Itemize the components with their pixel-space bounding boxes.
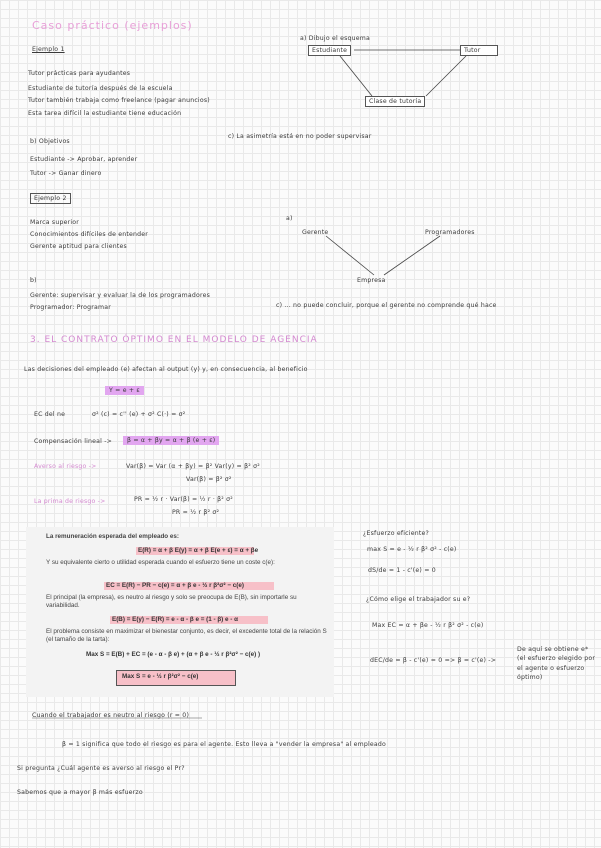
bottom-line: Si pregunta ¿Cuál agente es averso al riesgo el Pr?	[17, 765, 185, 772]
right-max2: Max EC = α + βe - ½ r β² σ² - c(e)	[372, 622, 484, 629]
averse-eq: Var(β) = β² σ²	[186, 476, 232, 483]
section-title: 3. EL CONTRATO ÓPTIMO EN EL MODELO DE AGENCIA	[30, 335, 318, 345]
textbook-excerpt	[26, 527, 334, 697]
right-deriv2: dEC/de = β - c'(e) = 0 => β = c'(e) ->	[370, 657, 497, 664]
prima-eq: PR = ½ r · Var(β) = ½ r · β² σ²	[134, 496, 233, 503]
prima-eq: PR = ½ r β² σ²	[172, 509, 220, 516]
ej1-line: Tutor también trabaja como freelance (pagar anuncios)	[28, 97, 210, 104]
section-intro: Las decisiones del empleado (e) afectan al output (y) y, en consecuencia, al beneficio	[24, 366, 308, 373]
bottom-line: β = 1 significa que todo el riesgo es para el agente. Esto lleva a "vender la empresa" al empleado	[62, 741, 387, 748]
programadores-node: Programadores	[425, 229, 475, 236]
ej2-b-label: b)	[30, 277, 37, 284]
panel-text: El problema consiste en maximizar el bienestar conjunto, es decir, el excedente total de la relación S (el tamaño de la tarta):	[46, 628, 327, 644]
empresa-node: Empresa	[357, 277, 386, 284]
obj-line: Tutor -> Ganar dinero	[30, 170, 102, 177]
averse-eq: Var(β) = Var (α + βy) = β² Var(y) = β² σ²	[126, 463, 260, 470]
panel-text: La remuneración esperada del empleado es:	[46, 533, 179, 540]
objetivos-label: b) Objetivos	[30, 138, 70, 145]
panel-eq: Max S = E(B) + EC = (e - α - β e) + (α + β e - ½ r β²σ² − c(e) )	[86, 651, 261, 658]
tutor-node: Tutor	[460, 45, 498, 56]
eq-y: Y = e + ε	[105, 386, 144, 395]
right-q1: ¿Esfuerzo eficiente?	[363, 530, 429, 537]
panel-eq: EC = E(R) − PR − c(e) = α + β e - ½ r β²σ² − c(e)	[106, 582, 244, 589]
panel-eq: E(R) = α + β E(y) = α + β E(e + ε) = α + βe	[138, 547, 259, 554]
comp-eq: β = α + βy = α + β (e + ε)	[123, 436, 219, 445]
right-max1: max S = e - ½ r β² σ² - c(e)	[367, 546, 457, 553]
ej1-line: Estudiante de tutoría después de la escuela	[28, 85, 173, 92]
averse-label: Averso al riesgo ->	[34, 463, 97, 470]
ec-label: EC del ne	[34, 411, 66, 418]
right-q2: ¿Cómo elige el trabajador su e?	[366, 596, 471, 603]
prima-label: La prima de riesgo ->	[34, 498, 106, 505]
panel-eq: E(B) = E(y) − E(R) = e - α - β e = (1 - β) e - α	[112, 616, 238, 623]
ej2-line: Gerente aptitud para clientes	[30, 243, 127, 250]
right-note: De aquí se obtiene e* (el esfuerzo elegido por el agente o esfuerzo óptimo)	[517, 646, 596, 681]
panel-text: Y su equivalente cierto o utilidad esperada cuando el esfuerzo tiene un coste c(e):	[46, 559, 275, 566]
ej2-line: Marca superior	[30, 219, 79, 226]
clase-node: Clase de tutoría	[365, 96, 425, 107]
gerente-node: Gerente	[302, 229, 329, 236]
ec-eq: σ² (c) = c'' (e) + σ² C(·) = σ²	[92, 411, 186, 418]
diagram2-label: a)	[286, 215, 293, 222]
comp-label: Compensación lineal ->	[34, 438, 113, 445]
ej2-c-note: c) ... no puede concluir, porque el gerente no comprende qué hace	[276, 302, 497, 309]
ej1-label: Ejemplo 1	[32, 46, 65, 53]
obj-line: Estudiante -> Aprobar, aprender	[30, 156, 138, 163]
ej2-label: Ejemplo 2	[30, 193, 71, 204]
panel-text: El principal (la empresa), es neutro al riesgo y solo se preocupa de E(B), sin importarle su variabilidad.	[46, 594, 297, 610]
right-deriv1: dS/de = 1 - c'(e) = 0	[368, 567, 436, 574]
ej2-b-line: Programador: Programar	[30, 304, 111, 311]
page-title: Caso práctico (ejemplos)	[32, 19, 193, 32]
ej2-line: Conocimientos difíciles de entender	[30, 231, 149, 238]
ej1-line: Esta tarea difícil la estudiante tiene educación	[28, 110, 182, 117]
diagram1-label: a) Dibujo el esquema	[300, 35, 370, 42]
ej1-line: Tutor prácticas para ayudantes	[28, 70, 131, 77]
neutral-note: Cuando el trabajador es neutro al riesgo (r = 0)	[32, 712, 190, 719]
ej1-c-note: c) La asimetría está en no poder supervisar	[228, 133, 372, 140]
bottom-line: Sabemos que a mayor β más esfuerzo	[17, 789, 143, 796]
ej2-b-line: Gerente: supervisar y evaluar la de los programadores	[30, 292, 211, 299]
estudiante-node: Estudiante	[308, 45, 351, 56]
panel-eq: Max S = e - ½ r β²σ² − c(e)	[122, 673, 199, 680]
